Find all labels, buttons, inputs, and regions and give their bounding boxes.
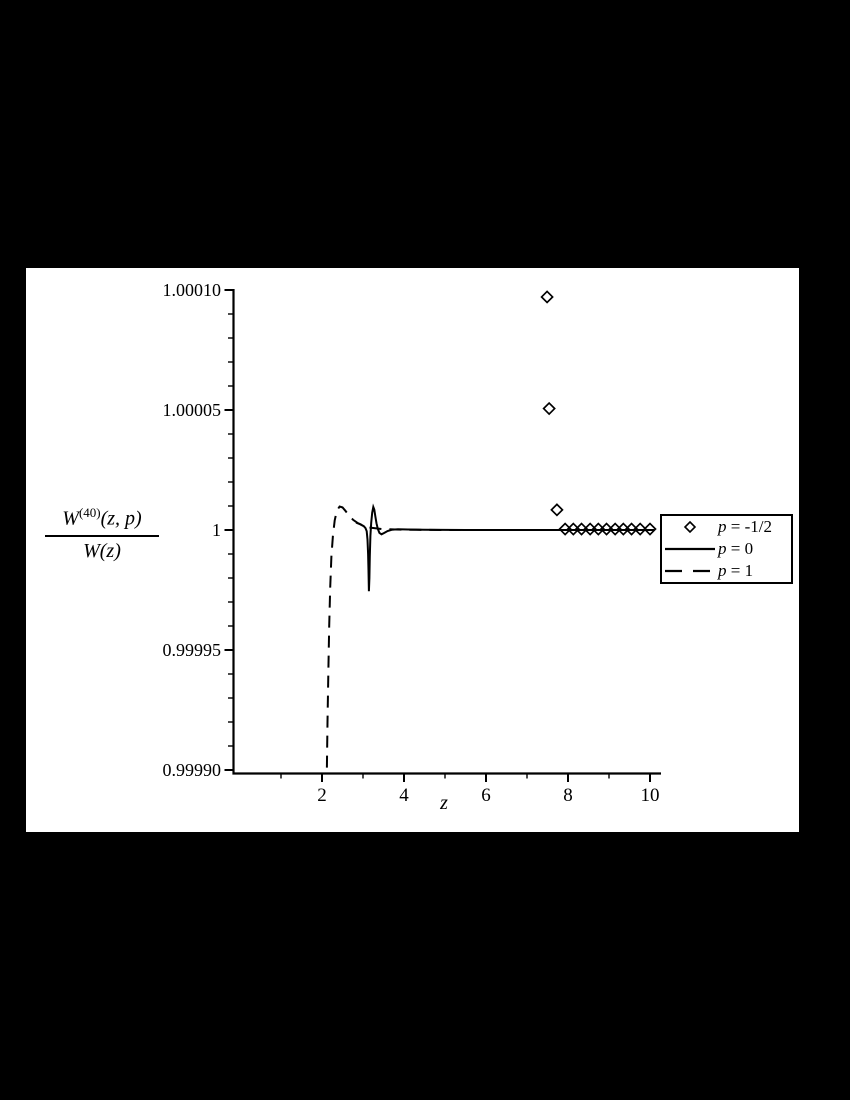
x-axis-label: z	[440, 792, 448, 814]
diamond-marker-p-neg-half	[542, 291, 553, 302]
curve-p1-dashed	[327, 507, 654, 768]
legend-label: p = -1/2	[718, 517, 772, 537]
y-tick-label: 1.00005	[162, 400, 221, 420]
y-axis-label	[38, 499, 166, 564]
axes-frame	[234, 289, 662, 774]
numerator-superscript: (40)	[78, 505, 101, 520]
x-tick-label: 4	[399, 785, 409, 806]
diamond-marker-p-neg-half	[551, 504, 562, 515]
legend	[660, 514, 793, 584]
legend-solid-line-icon	[662, 542, 718, 556]
legend-dashed-line-icon	[662, 564, 718, 578]
legend-label: p = 0	[718, 539, 754, 558]
y-tick-label: 1.00010	[162, 280, 221, 300]
y-axis-label-denominator: W(z)	[83, 539, 121, 562]
numerator-base: W	[62, 507, 79, 530]
diamond-marker-p-neg-half	[544, 403, 555, 414]
legend-entry-p-neg-half	[662, 517, 791, 538]
x-tick-label: 2	[317, 785, 327, 806]
y-tick-label: 1	[212, 520, 221, 540]
legend-entry-p-one	[662, 560, 791, 581]
numerator-arguments: (z, p)	[100, 507, 142, 530]
curve-p0-solid	[356, 507, 654, 591]
x-tick-label: 10	[640, 785, 660, 806]
y-tick-label: 0.99995	[162, 640, 221, 660]
x-tick-label: 6	[481, 785, 491, 806]
fraction-bar	[45, 535, 159, 537]
y-tick-label: 0.99990	[162, 760, 221, 780]
y-axis-label-numerator	[38, 499, 166, 533]
x-tick-label: 8	[563, 785, 573, 806]
legend-diamond-icon	[662, 520, 718, 534]
legend-label: p = 1	[718, 560, 754, 580]
legend-entry-p-zero	[662, 539, 791, 560]
